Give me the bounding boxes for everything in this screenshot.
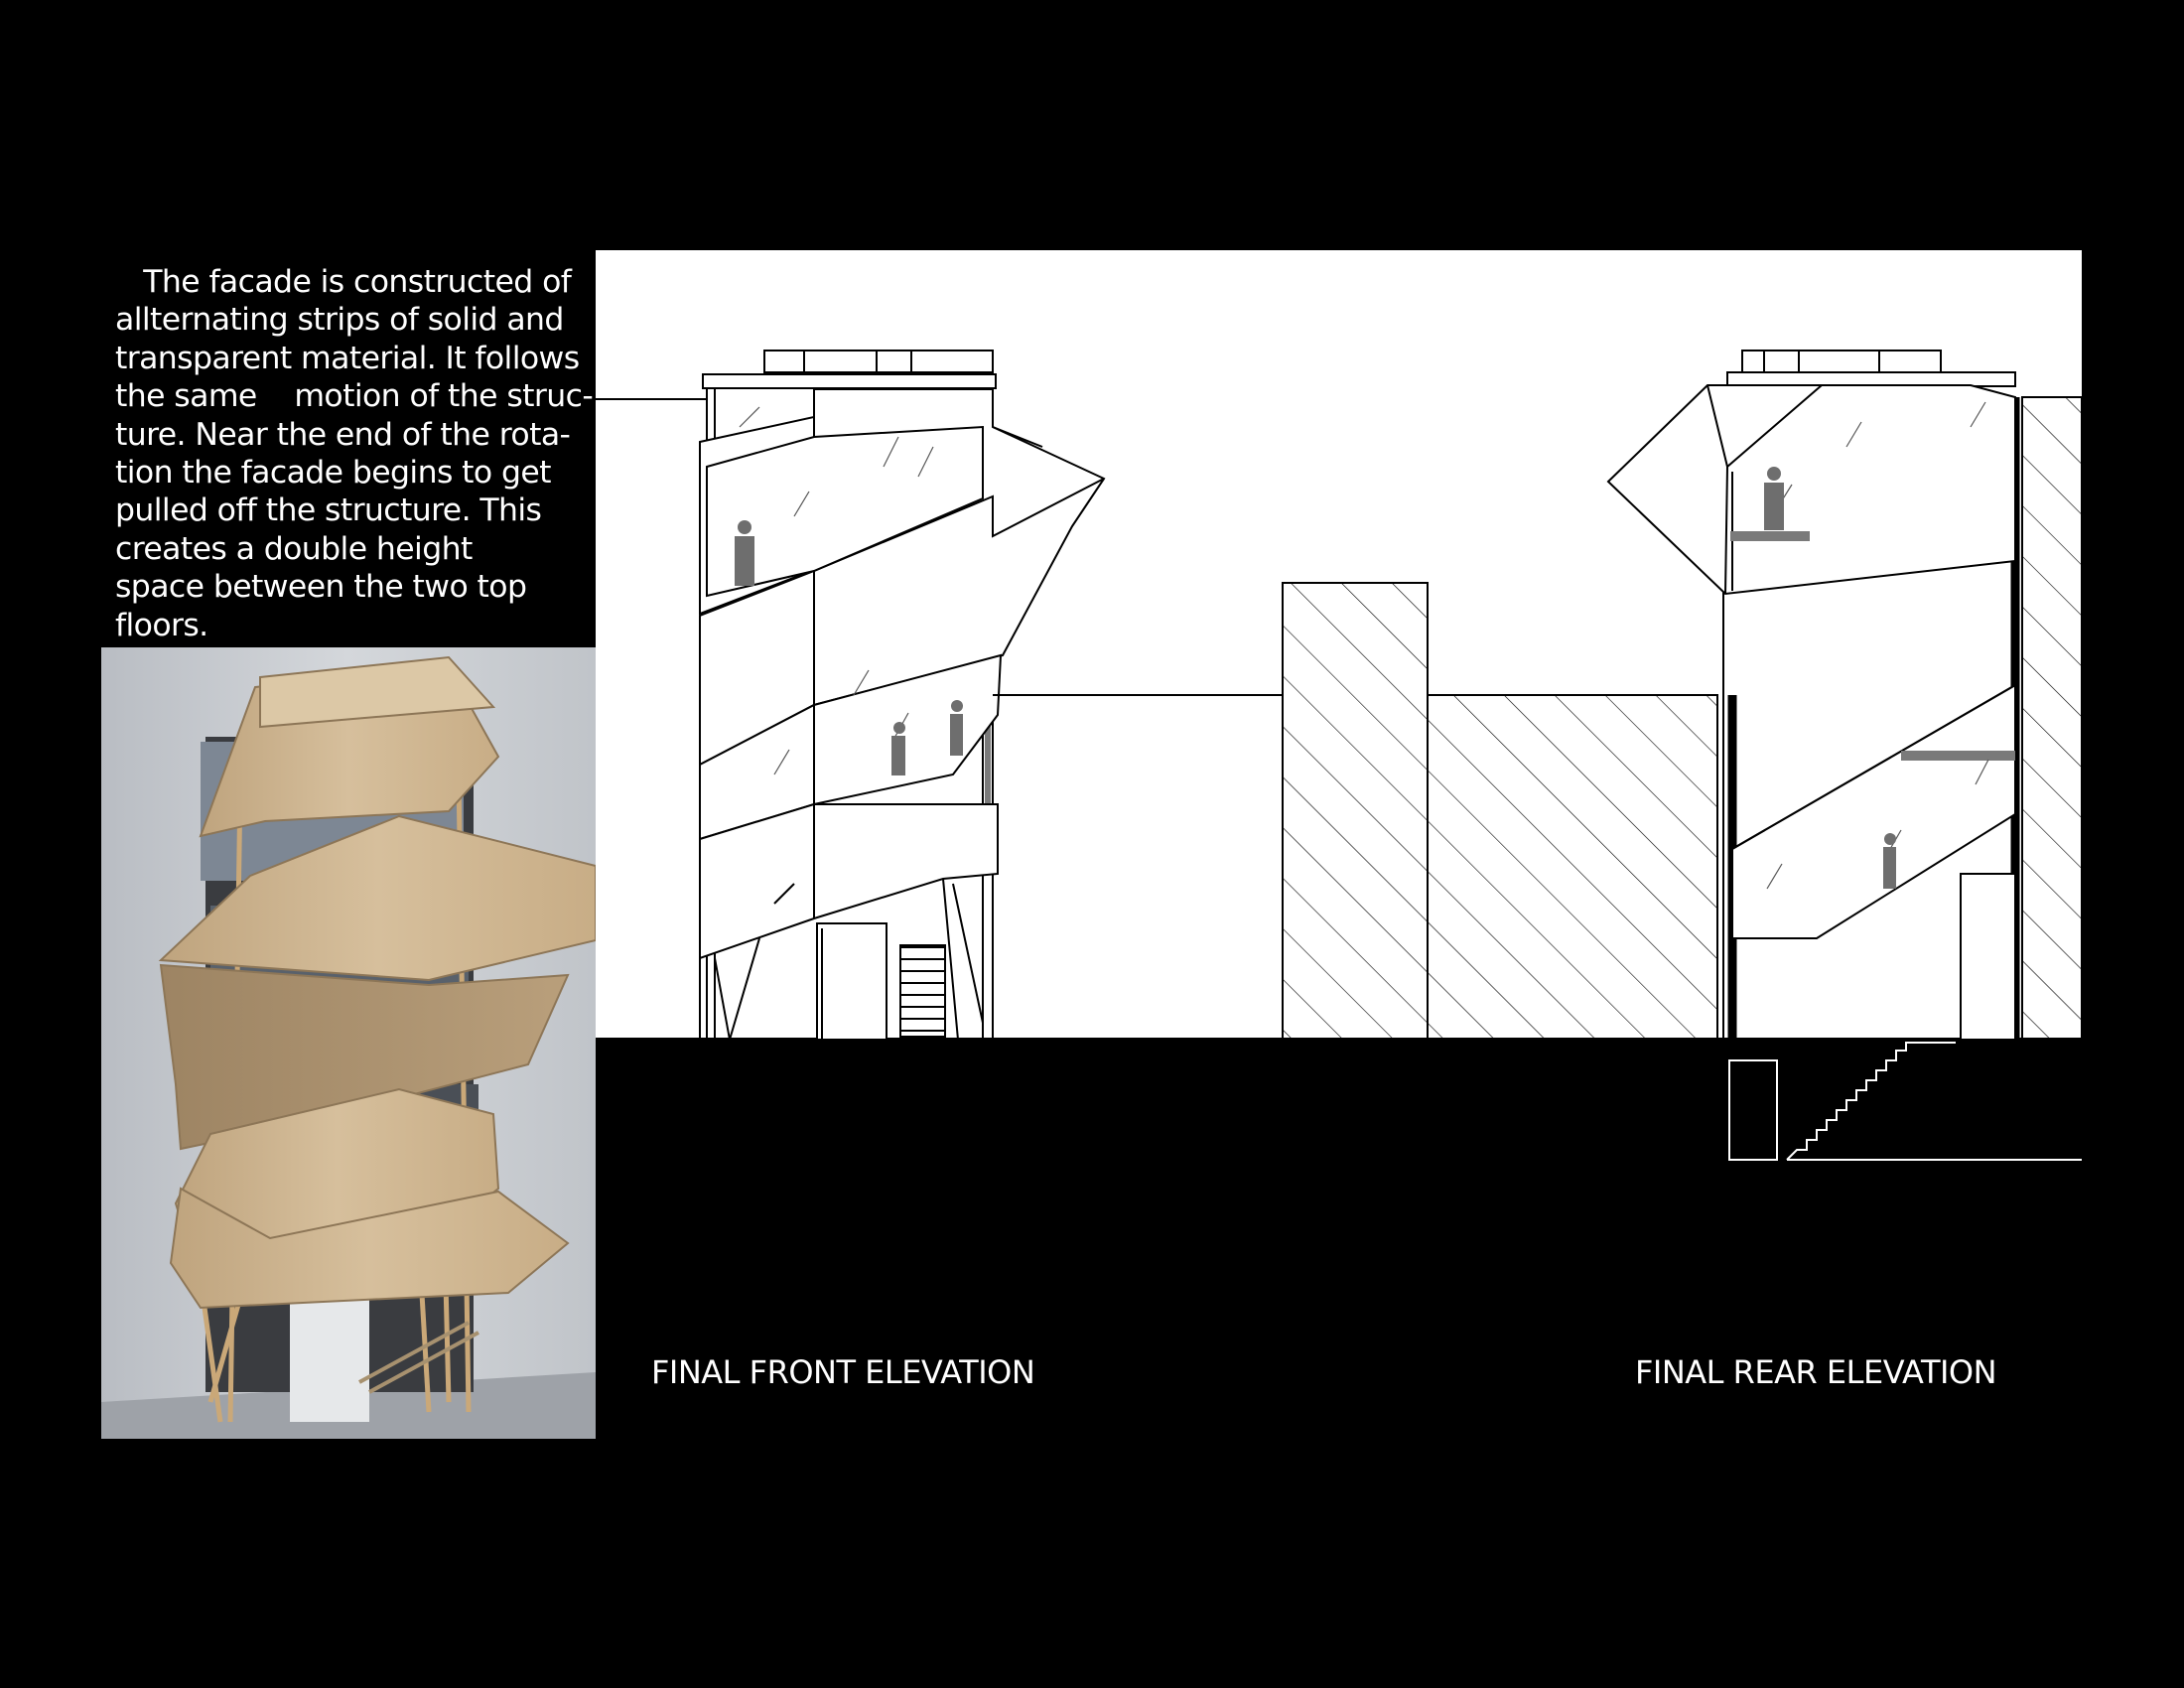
description-line: floors. [115,607,208,643]
description-line: ture. Near the end of the rota- [115,416,571,453]
description-line: creates a double height [115,530,473,567]
rear-elevation-caption: FINAL REAR ELEVATION [1635,1353,1997,1391]
model-photo [101,647,596,1439]
elevation-drawing [596,0,2184,1688]
description-line: tion the facade begins to get [115,455,551,492]
description-line: the same motion of the struc- [115,378,594,415]
description-line: space between the two top [115,569,527,606]
description-line: allternating strips of solid and [115,302,564,339]
facade-description [115,263,602,644]
front-elevation-caption: FINAL FRONT ELEVATION [651,1353,1035,1391]
description-line: transparent material. It follows [115,340,580,376]
description-line: The facade is constructed of [115,264,572,300]
description-line: pulled off the structure. This [115,492,542,529]
